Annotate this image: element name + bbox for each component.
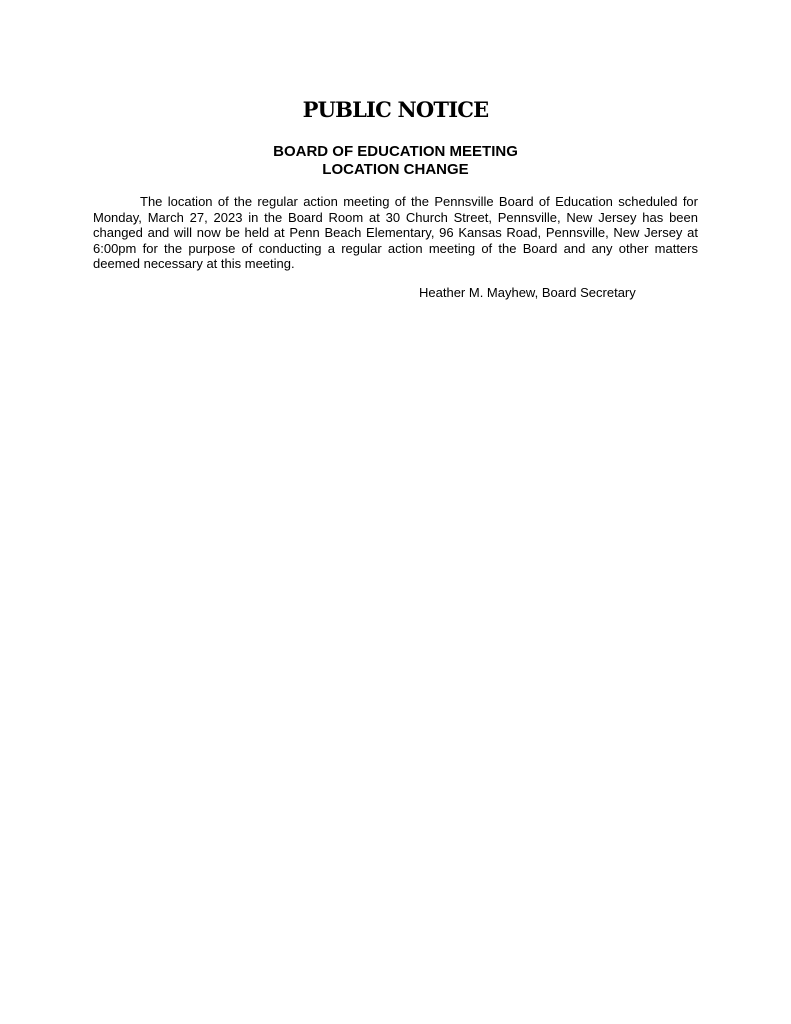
notice-body-paragraph: The location of the regular action meeting of the Pennsville Board of Education scheduled for Monday, March 27, 2023 in the Board Room at 30 Church Street, Pennsville, New Jersey has been changed and will now be held at Penn Beach Elementary, 96 Kansas Road, Pennsville, New Jersey at 6:00pm for the purpose of conducting a regular action meeting of the Board and any other matters deemed necessary at this meeting.: [93, 194, 698, 272]
notice-title: PUBLIC NOTICE: [302, 97, 489, 122]
meeting-heading: BOARD OF EDUCATION MEETING: [273, 143, 518, 160]
location-change-heading: LOCATION CHANGE: [322, 161, 469, 178]
signature-line: Heather M. Mayhew, Board Secretary: [419, 285, 636, 300]
